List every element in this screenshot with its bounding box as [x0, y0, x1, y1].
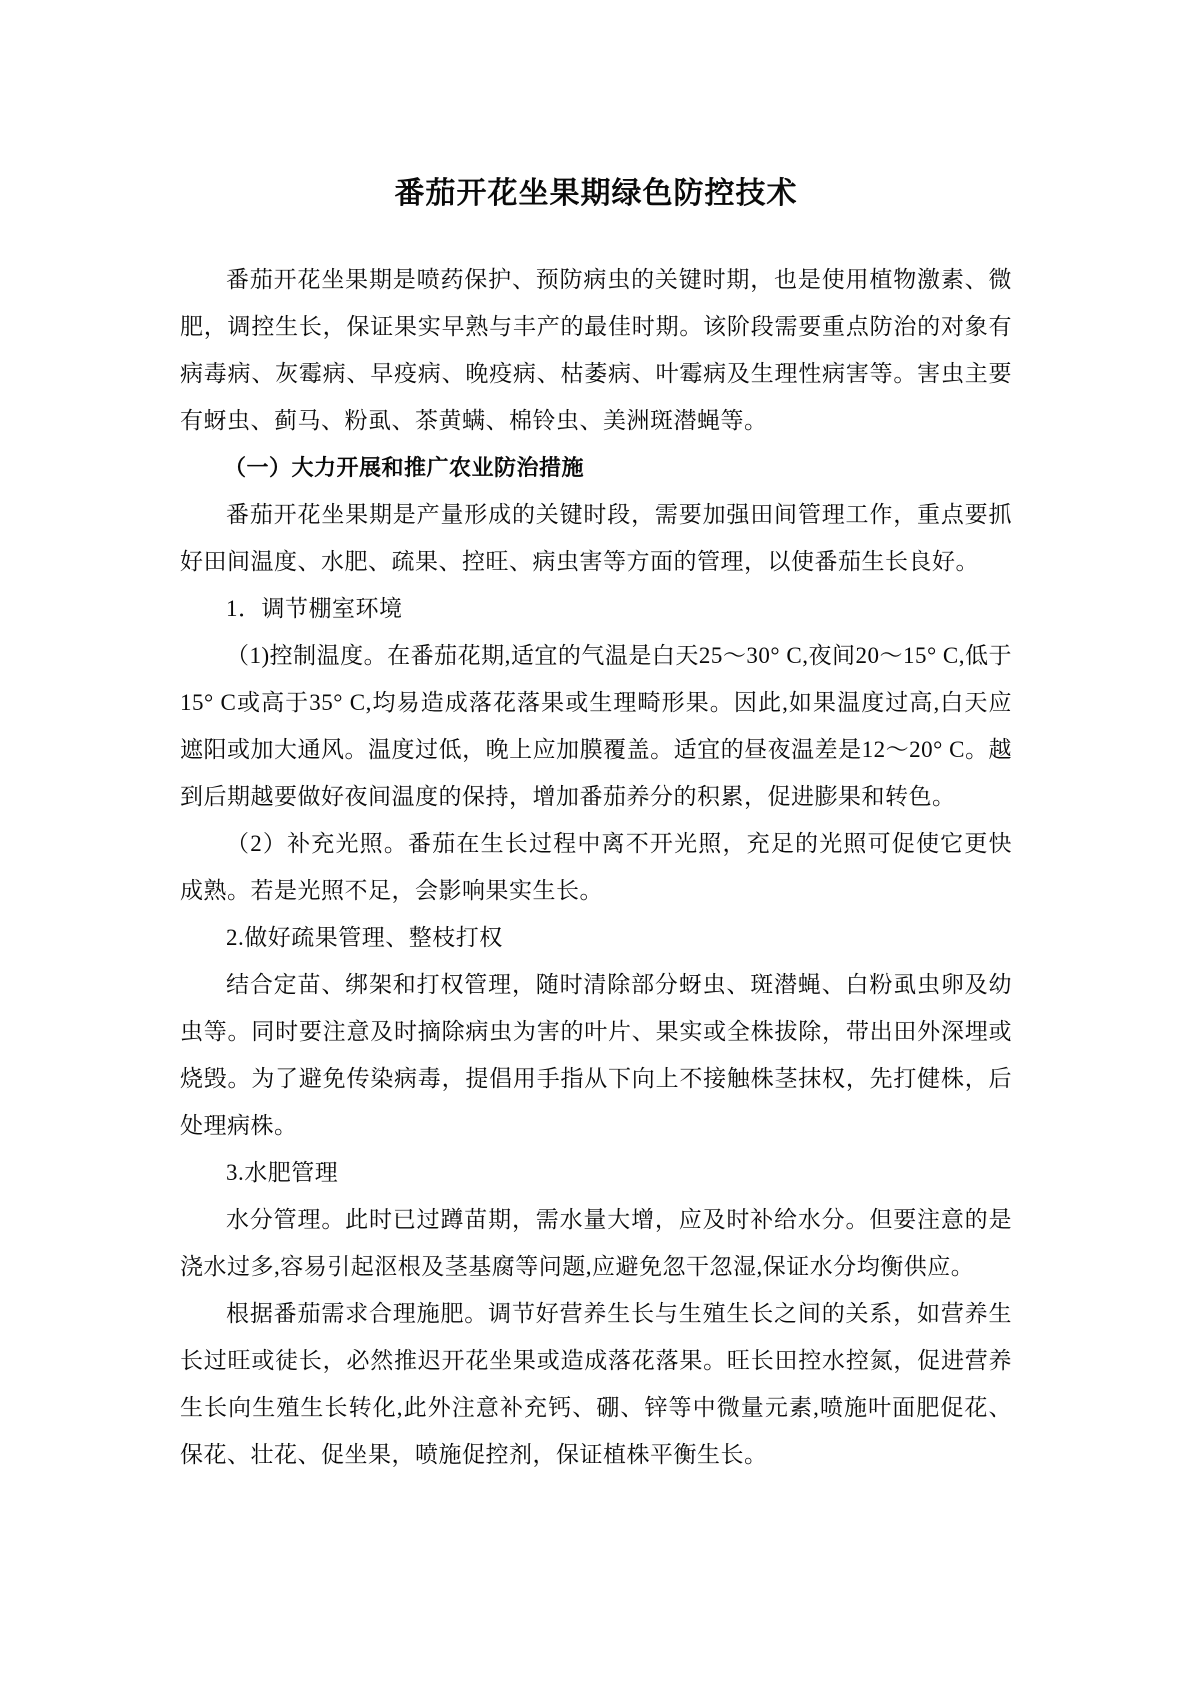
subsection-3-title: 3.水肥管理: [226, 1160, 339, 1185]
document-content: [180, 172, 1012, 1478]
light-supplement-paragraph: （2）补充光照。番茄在生长过程中离不开光照，充足的光照可促使它更快成熟。若是光照不足，会影响果实生长。: [180, 831, 1012, 903]
temperature-control-paragraph: （1)控制温度。在番茄花期,适宜的气温是白天25～30° C,夜间20～15° C,低于15° C或高于35° C,均易造成落花落果或生理畸形果。因此,如果温度过高,白天应遮阳或加大通风。温度过低，晚上应加膜覆盖。适宜的昼夜温差是12～20° C。越到后期越要做好夜间温度的保持，增加番茄养分的积累，促进膨果和转色。: [180, 643, 1012, 809]
section-1-heading: （一）大力开展和推广农业防治措施: [224, 455, 585, 480]
document-title: 番茄开花坐果期绿色防控技术: [394, 177, 798, 210]
fertilizer-management-paragraph: 根据番茄需求合理施肥。调节好营养生长与生殖生长之间的关系，如营养生长过旺或徒长，必然推迟开花坐果或造成落花落果。旺长田控水控氮，促进营养生长向生殖生长转化,此外注意补充钙、硼、锌等中微量元素,喷施叶面肥促花、保花、壮花、促坐果，喷施促控剂，保证植株平衡生长。: [180, 1301, 1012, 1467]
section-1-intro-paragraph: 番茄开花坐果期是产量形成的关键时段，需要加强田间管理工作，重点要抓好田间温度、水肥、疏果、控旺、病虫害等方面的管理，以使番茄生长良好。: [180, 502, 1012, 574]
intro-paragraph: 番茄开花坐果期是喷药保护、预防病虫的关键时期，也是使用植物激素、微肥，调控生长，保证果实早熟与丰产的最佳时期。该阶段需要重点防治的对象有病毒病、灰霉病、早疫病、晚疫病、枯萎病、叶霉病及生理性病害等。害虫主要有蚜虫、蓟马、粉虱、茶黄螨、棉铃虫、美洲斑潜蝇等。: [180, 267, 1012, 433]
pruning-management-paragraph: 结合定苗、绑架和打权管理，随时清除部分蚜虫、斑潜蝇、白粉虱虫卵及幼虫等。同时要注意及时摘除病虫为害的叶片、果实或全株拔除，带出田外深埋或烧毁。为了避免传染病毒，提倡用手指从下向上不接触株茎抹权，先打健株，后处理病株。: [180, 972, 1012, 1138]
water-management-paragraph: 水分管理。此时已过蹲苗期，需水量大增，应及时补给水分。但要注意的是浇水过多,容易引起沤根及茎基腐等问题,应避免忽干忽湿,保证水分均衡供应。: [180, 1207, 1012, 1279]
subsection-1-title: 1．调节棚室环境: [226, 596, 403, 621]
subsection-2-title: 2.做好疏果管理、整枝打权: [226, 925, 503, 950]
